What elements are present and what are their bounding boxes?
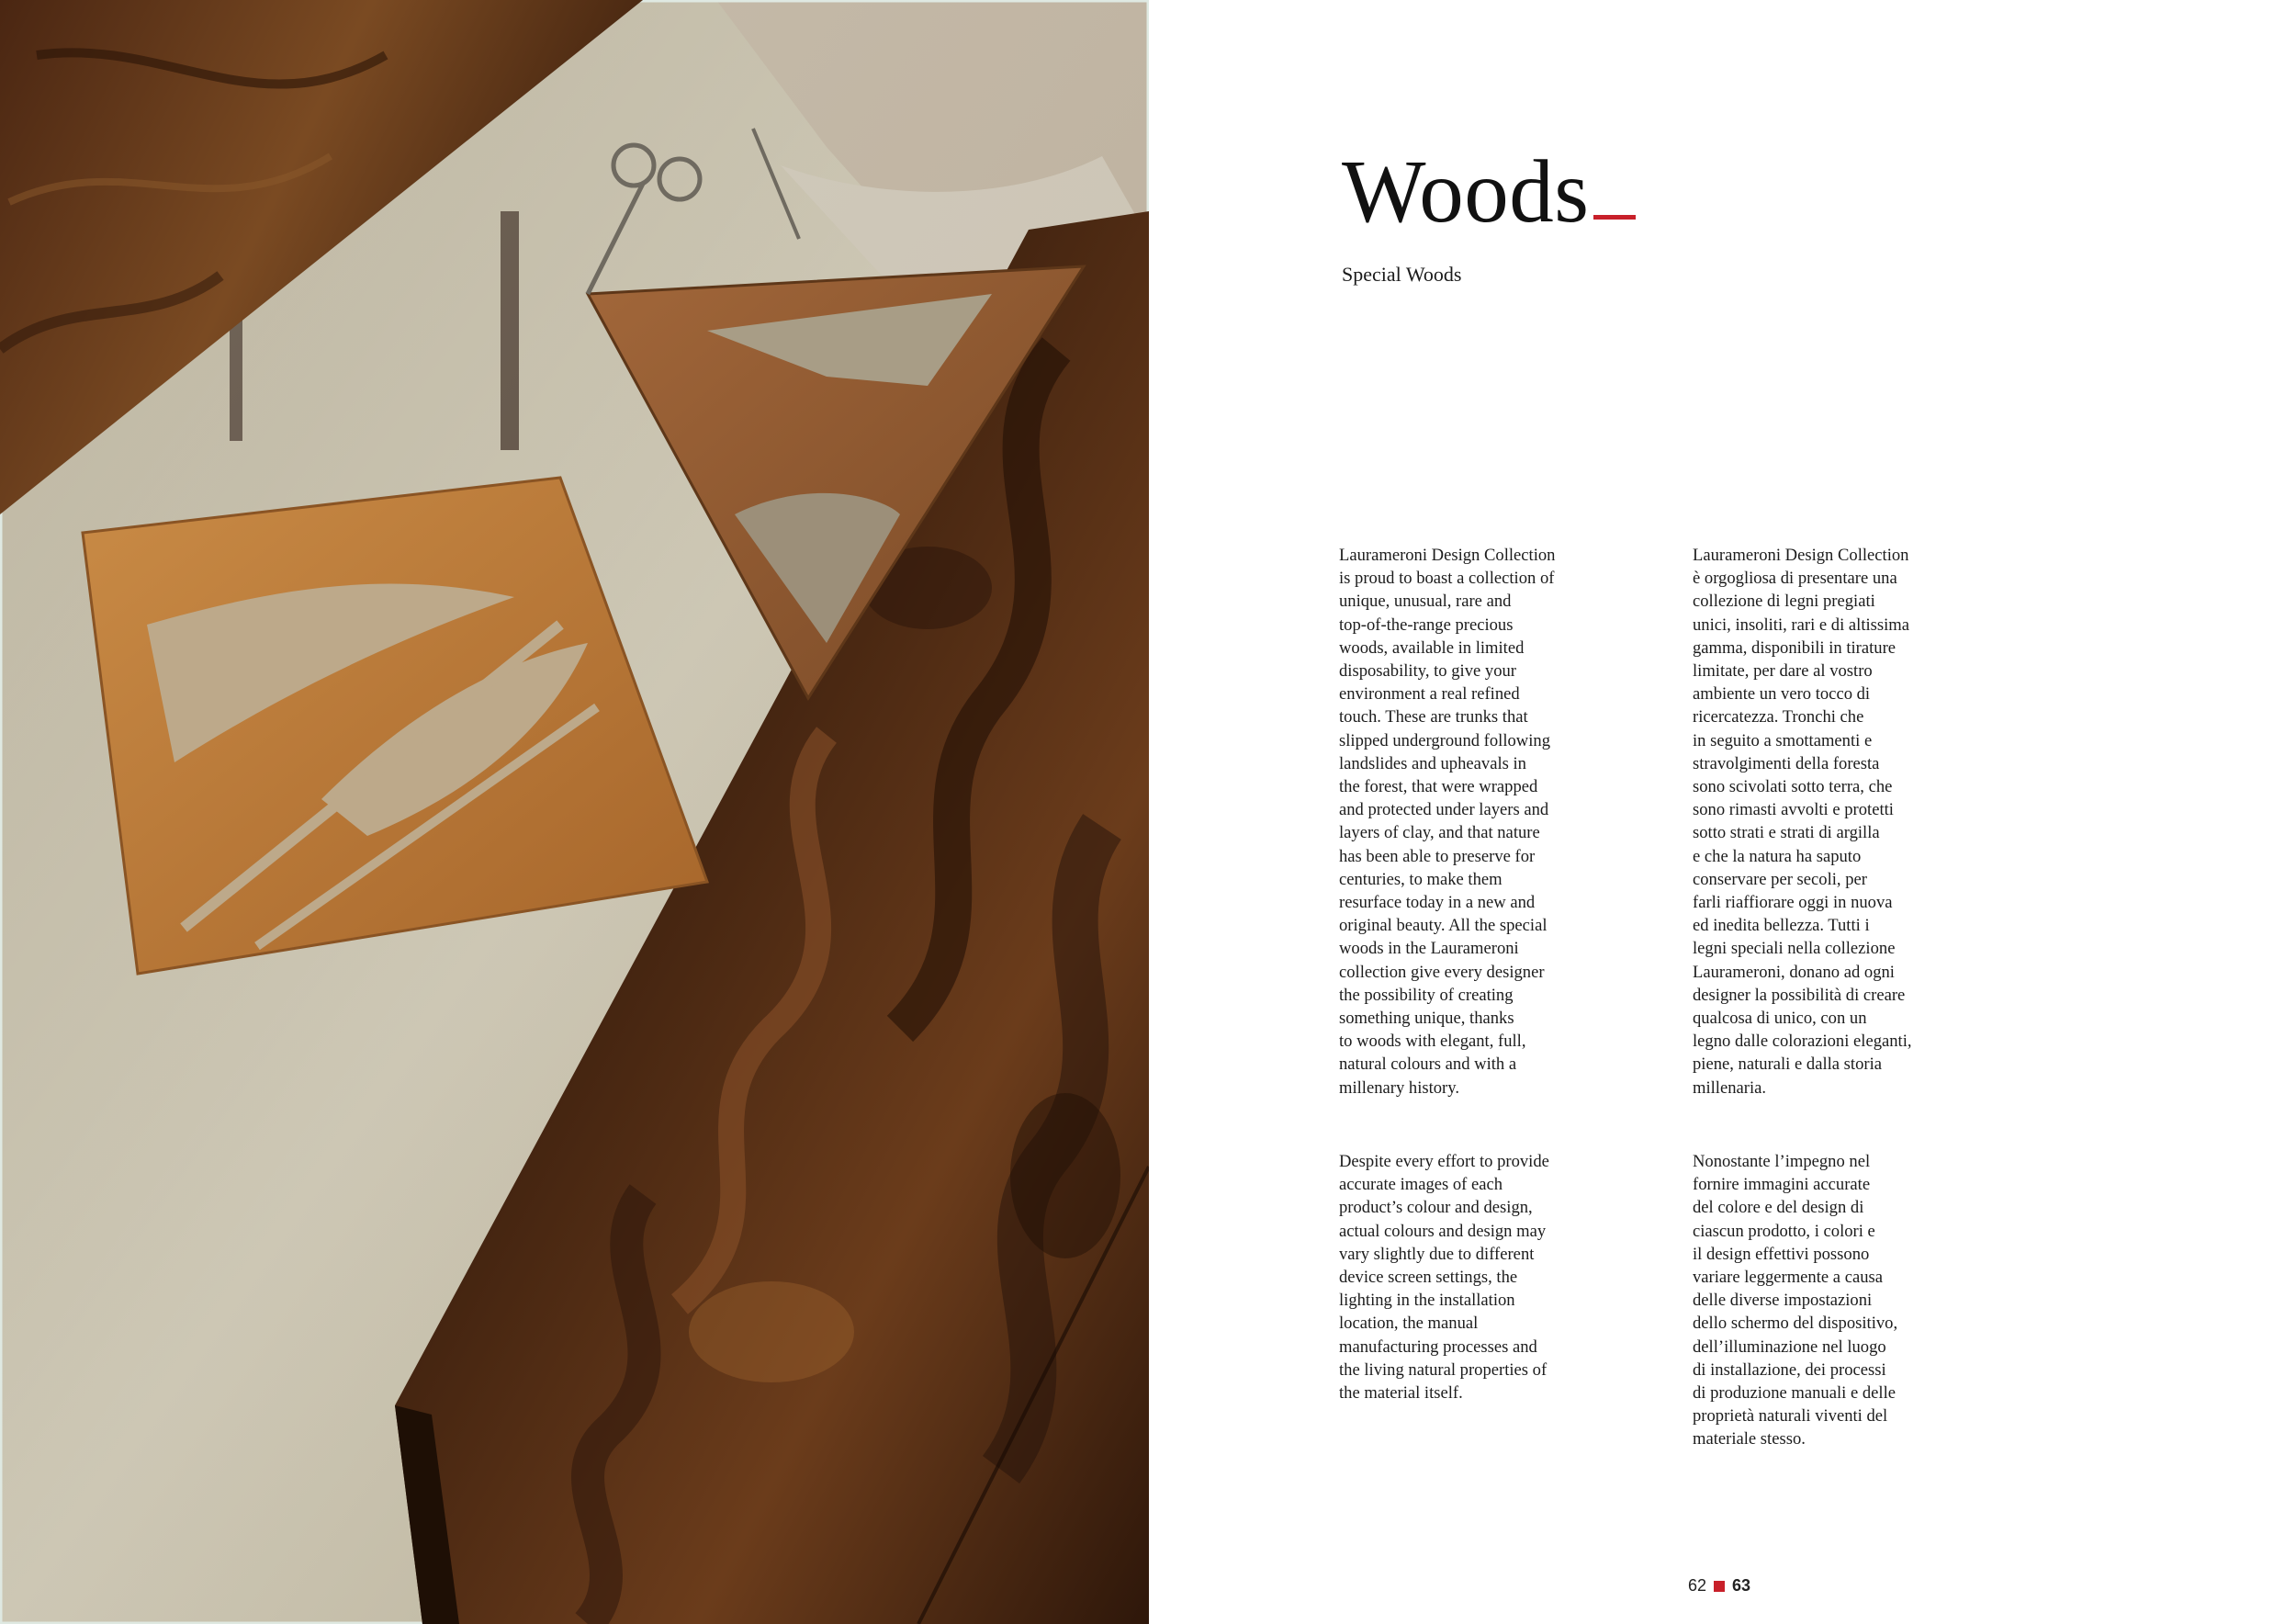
text-line: unique, unusual, rare and — [1339, 592, 1512, 612]
text-line: top-of-the-range precious — [1339, 615, 1514, 635]
text-line: landslides and upheavals in — [1339, 753, 1526, 773]
text-line: product’s colour and design, — [1339, 1198, 1533, 1218]
text-line: the material itself. — [1339, 1383, 1463, 1404]
text-line: in seguito a smottamenti e — [1693, 730, 1873, 750]
text-line: stravolgimenti della foresta — [1693, 753, 1880, 773]
text-line: Despite every effort to provide — [1339, 1152, 1549, 1171]
text-line: location, the manual — [1339, 1314, 1479, 1334]
text-line: di installazione, dei processi — [1693, 1359, 1886, 1380]
text-line: the possibility of creating — [1339, 985, 1514, 1005]
text-line: materiale stesso. — [1693, 1429, 1806, 1449]
text-line: ricercatezza. Tronchi che — [1693, 707, 1864, 727]
text-line: actual colours and design may — [1339, 1221, 1547, 1241]
text-line: e che la natura ha saputo — [1693, 846, 1862, 866]
text-line: manufacturing processes and — [1339, 1336, 1537, 1357]
text-line: di produzione manuali e delle — [1693, 1383, 1896, 1404]
text-line: Laurameroni Design Collection — [1693, 546, 1909, 565]
text-line: legni speciali nella collezione — [1693, 939, 1896, 959]
text-line: resurface today in a new and — [1339, 893, 1536, 913]
text-line: del colore e del design di — [1693, 1198, 1864, 1218]
text-line: disposability, to give your — [1339, 661, 1516, 682]
english-paragraph-1 — [1339, 544, 1605, 1100]
italian-paragraph-1 — [1693, 544, 1959, 1100]
text-line: original beauty. All the special — [1339, 916, 1548, 936]
text-line: conservare per secoli, per — [1693, 869, 1867, 889]
text-line: designer la possibilità di creare — [1693, 985, 1906, 1005]
text-line: unici, insoliti, rari e di altissima — [1693, 615, 1909, 635]
text-line: ed inedita bellezza. Tutti i — [1693, 916, 1870, 936]
page-number-left: 62 — [1688, 1576, 1707, 1595]
text-line: Laurameroni, donano ad ogni — [1693, 962, 1895, 982]
text-line: woods, available in limited — [1339, 637, 1525, 658]
title-underscore-accent — [1593, 215, 1636, 220]
text-line: to woods with elegant, full, — [1339, 1032, 1526, 1052]
text-line: the living natural properties of — [1339, 1359, 1548, 1380]
text-line: ambiente un vero tocco di — [1693, 684, 1871, 705]
text-line: has been able to preserve for — [1339, 846, 1536, 866]
text-line: environment a real refined — [1339, 684, 1520, 705]
text-line: collezione di legni pregiati — [1693, 592, 1875, 612]
text-line: millenaria. — [1693, 1077, 1767, 1098]
text-line: variare leggermente a causa — [1693, 1268, 1883, 1288]
text-line: millenary history. — [1339, 1077, 1459, 1098]
italian-paragraph-2 — [1693, 1150, 1959, 1451]
text-line: sono rimasti avvolti e protetti — [1693, 800, 1894, 820]
text-line: Laurameroni Design Collection — [1339, 546, 1556, 565]
text-line: dello schermo del dispositivo, — [1693, 1314, 1898, 1334]
text-line: farli riaffiorare oggi in nuova — [1693, 893, 1893, 913]
text-line: proprietà naturali viventi del — [1693, 1406, 1888, 1427]
text-line: delle diverse impostazioni — [1693, 1291, 1873, 1311]
text-line: is proud to boast a collection of — [1339, 569, 1555, 589]
text-line: Nonostante l’impegno nel — [1693, 1152, 1871, 1171]
text-line: centuries, to make them — [1339, 869, 1503, 889]
page-title — [1342, 142, 1636, 241]
text-line: sono scivolati sotto terra, che — [1693, 777, 1893, 797]
text-line: woods in the Laurameroni — [1339, 939, 1519, 959]
text-line: lighting in the installation — [1339, 1291, 1515, 1311]
text-line: layers of clay, and that nature — [1339, 823, 1540, 843]
text-line: è orgogliosa di presentare una — [1693, 569, 1897, 589]
text-line: accurate images of each — [1339, 1175, 1503, 1195]
text-line: something unique, thanks — [1339, 1009, 1514, 1029]
text-line: collection give every designer — [1339, 962, 1545, 982]
text-line: the forest, that were wrapped — [1339, 777, 1538, 797]
text-line: dell’illuminazione nel luogo — [1693, 1336, 1886, 1357]
page-numbers — [1688, 1576, 1750, 1596]
text-line: sotto strati e strati di argilla — [1693, 823, 1880, 843]
text-line: piene, naturali e dalla storia — [1693, 1054, 1882, 1075]
english-paragraph-2 — [1339, 1150, 1605, 1404]
text-line: legno dalle colorazioni eleganti, — [1693, 1032, 1912, 1052]
red-square-separator — [1714, 1581, 1725, 1592]
text-line: fornire immagini accurate — [1693, 1175, 1871, 1195]
text-line: qualcosa di unico, con un — [1693, 1009, 1867, 1029]
text-line: natural colours and with a — [1339, 1054, 1517, 1075]
text-line: device screen settings, the — [1339, 1268, 1518, 1288]
text-line: slipped underground following — [1339, 730, 1550, 750]
text-line: il design effettivi possono — [1693, 1244, 1870, 1264]
text-line: gamma, disponibili in tirature — [1693, 637, 1896, 658]
page-title-text: Woods — [1342, 142, 1590, 241]
page-subtitle: Special Woods — [1342, 263, 1462, 286]
text-line: touch. These are trunks that — [1339, 707, 1528, 727]
text-line: ciascun prodotto, i colori e — [1693, 1221, 1875, 1241]
text-line: and protected under layers and — [1339, 800, 1549, 820]
text-line: vary slightly due to different — [1339, 1244, 1535, 1264]
page-number-right: 63 — [1732, 1576, 1751, 1595]
text-line: limitate, per dare al vostro — [1693, 661, 1873, 682]
